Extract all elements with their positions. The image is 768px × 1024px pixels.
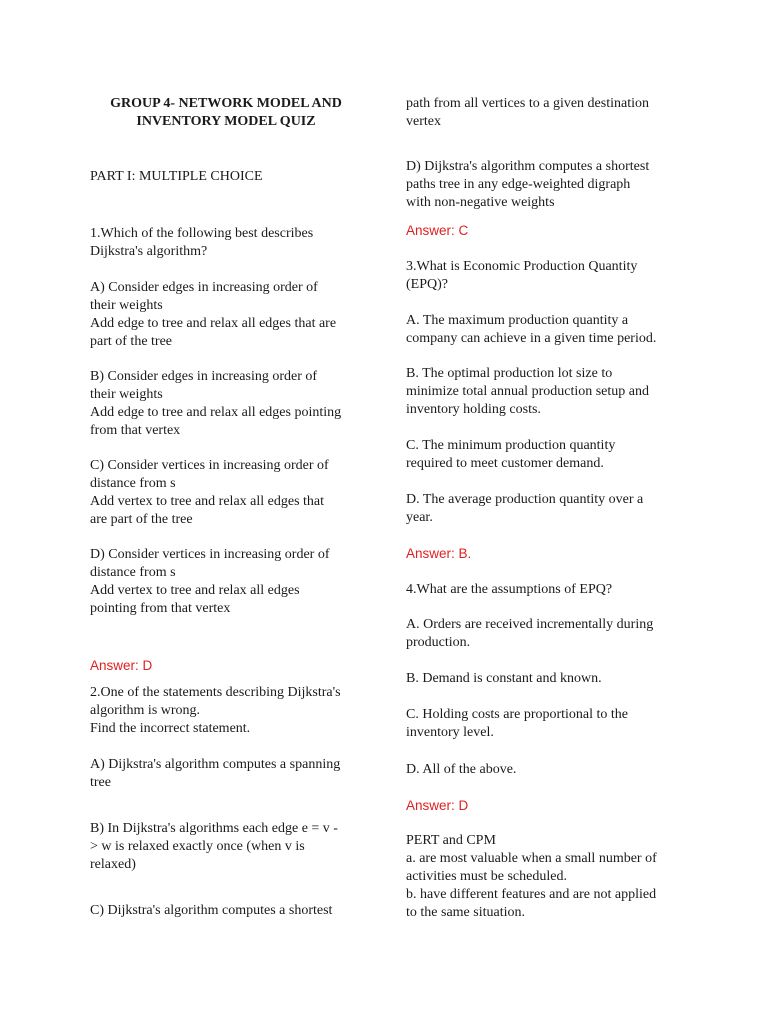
q3-question: 3.What is Economic Production Quantity (EPQ)? (406, 259, 638, 292)
q1-option-a: A) Consider edges in increasing order of their weights Add edge to tree and relax all edges that are part of the tree (90, 280, 337, 349)
q2-answer: Answer: C (406, 223, 469, 238)
q4-answer: Answer: D (406, 798, 469, 813)
q3-option-b: B. The optimal production lot size to minimize total annual production setup and inventory holding costs. (406, 366, 649, 417)
q5-option-b: b. have different features and are not applied to the same situation. (406, 887, 657, 920)
q2-option-a: A) Dijkstra's algorithm computes a spanning tree (90, 757, 341, 790)
q4-option-b: B. Demand is constant and known. (406, 671, 602, 686)
q4-question: 4.What are the assumptions of EPQ? (406, 582, 613, 597)
q4-option-c: C. Holding costs are proportional to the inventory level. (406, 707, 629, 740)
document-title: GROUP 4- NETWORK MODEL AND INVENTORY MODEL QUIZ (110, 96, 342, 129)
q2-option-c-continued: path from all vertices to a given destination vertex (406, 96, 649, 129)
q1-answer: Answer: D (90, 658, 153, 673)
q1-option-c: C) Consider vertices in increasing order of distance from s Add vertex to tree and relax all edges that are part of the tree (90, 458, 329, 527)
q1-question: 1.Which of the following best describes Dijkstra's algorithm? (90, 226, 314, 259)
q5-question: PERT and CPM (406, 833, 496, 848)
q2-question: 2.One of the statements describing Dijkstra's algorithm is wrong. Find the incorrect statement. (90, 685, 341, 736)
q3-option-d: D. The average production quantity over a year. (406, 492, 644, 525)
q3-option-c: C. The minimum production quantity required to meet customer demand. (406, 438, 616, 471)
q5-option-a: a. are most valuable when a small number of activities must be scheduled. (406, 851, 657, 884)
q3-option-a: A. The maximum production quantity a company can achieve in a given time period. (406, 313, 657, 346)
q4-option-a: A. Orders are received incrementally during production. (406, 617, 654, 650)
q2-option-d: D) Dijkstra's algorithm computes a shortest paths tree in any edge-weighted digraph with non-negative weights (406, 159, 650, 210)
q2-option-c: C) Dijkstra's algorithm computes a shortest (90, 903, 333, 918)
q1-option-b: B) Consider edges in increasing order of their weights Add edge to tree and relax all edges pointing from that vertex (90, 369, 342, 438)
q3-answer: Answer: B. (406, 546, 472, 561)
q1-option-d: D) Consider vertices in increasing order of distance from s Add vertex to tree and relax all edges pointing from that vertex (90, 547, 330, 616)
q2-option-b: B) In Dijkstra's algorithms each edge e = v - > w is relaxed exactly once (when v is relaxed) (90, 821, 338, 872)
q4-option-d: D. All of the above. (406, 762, 517, 777)
part-heading: PART I: MULTIPLE CHOICE (90, 169, 263, 184)
